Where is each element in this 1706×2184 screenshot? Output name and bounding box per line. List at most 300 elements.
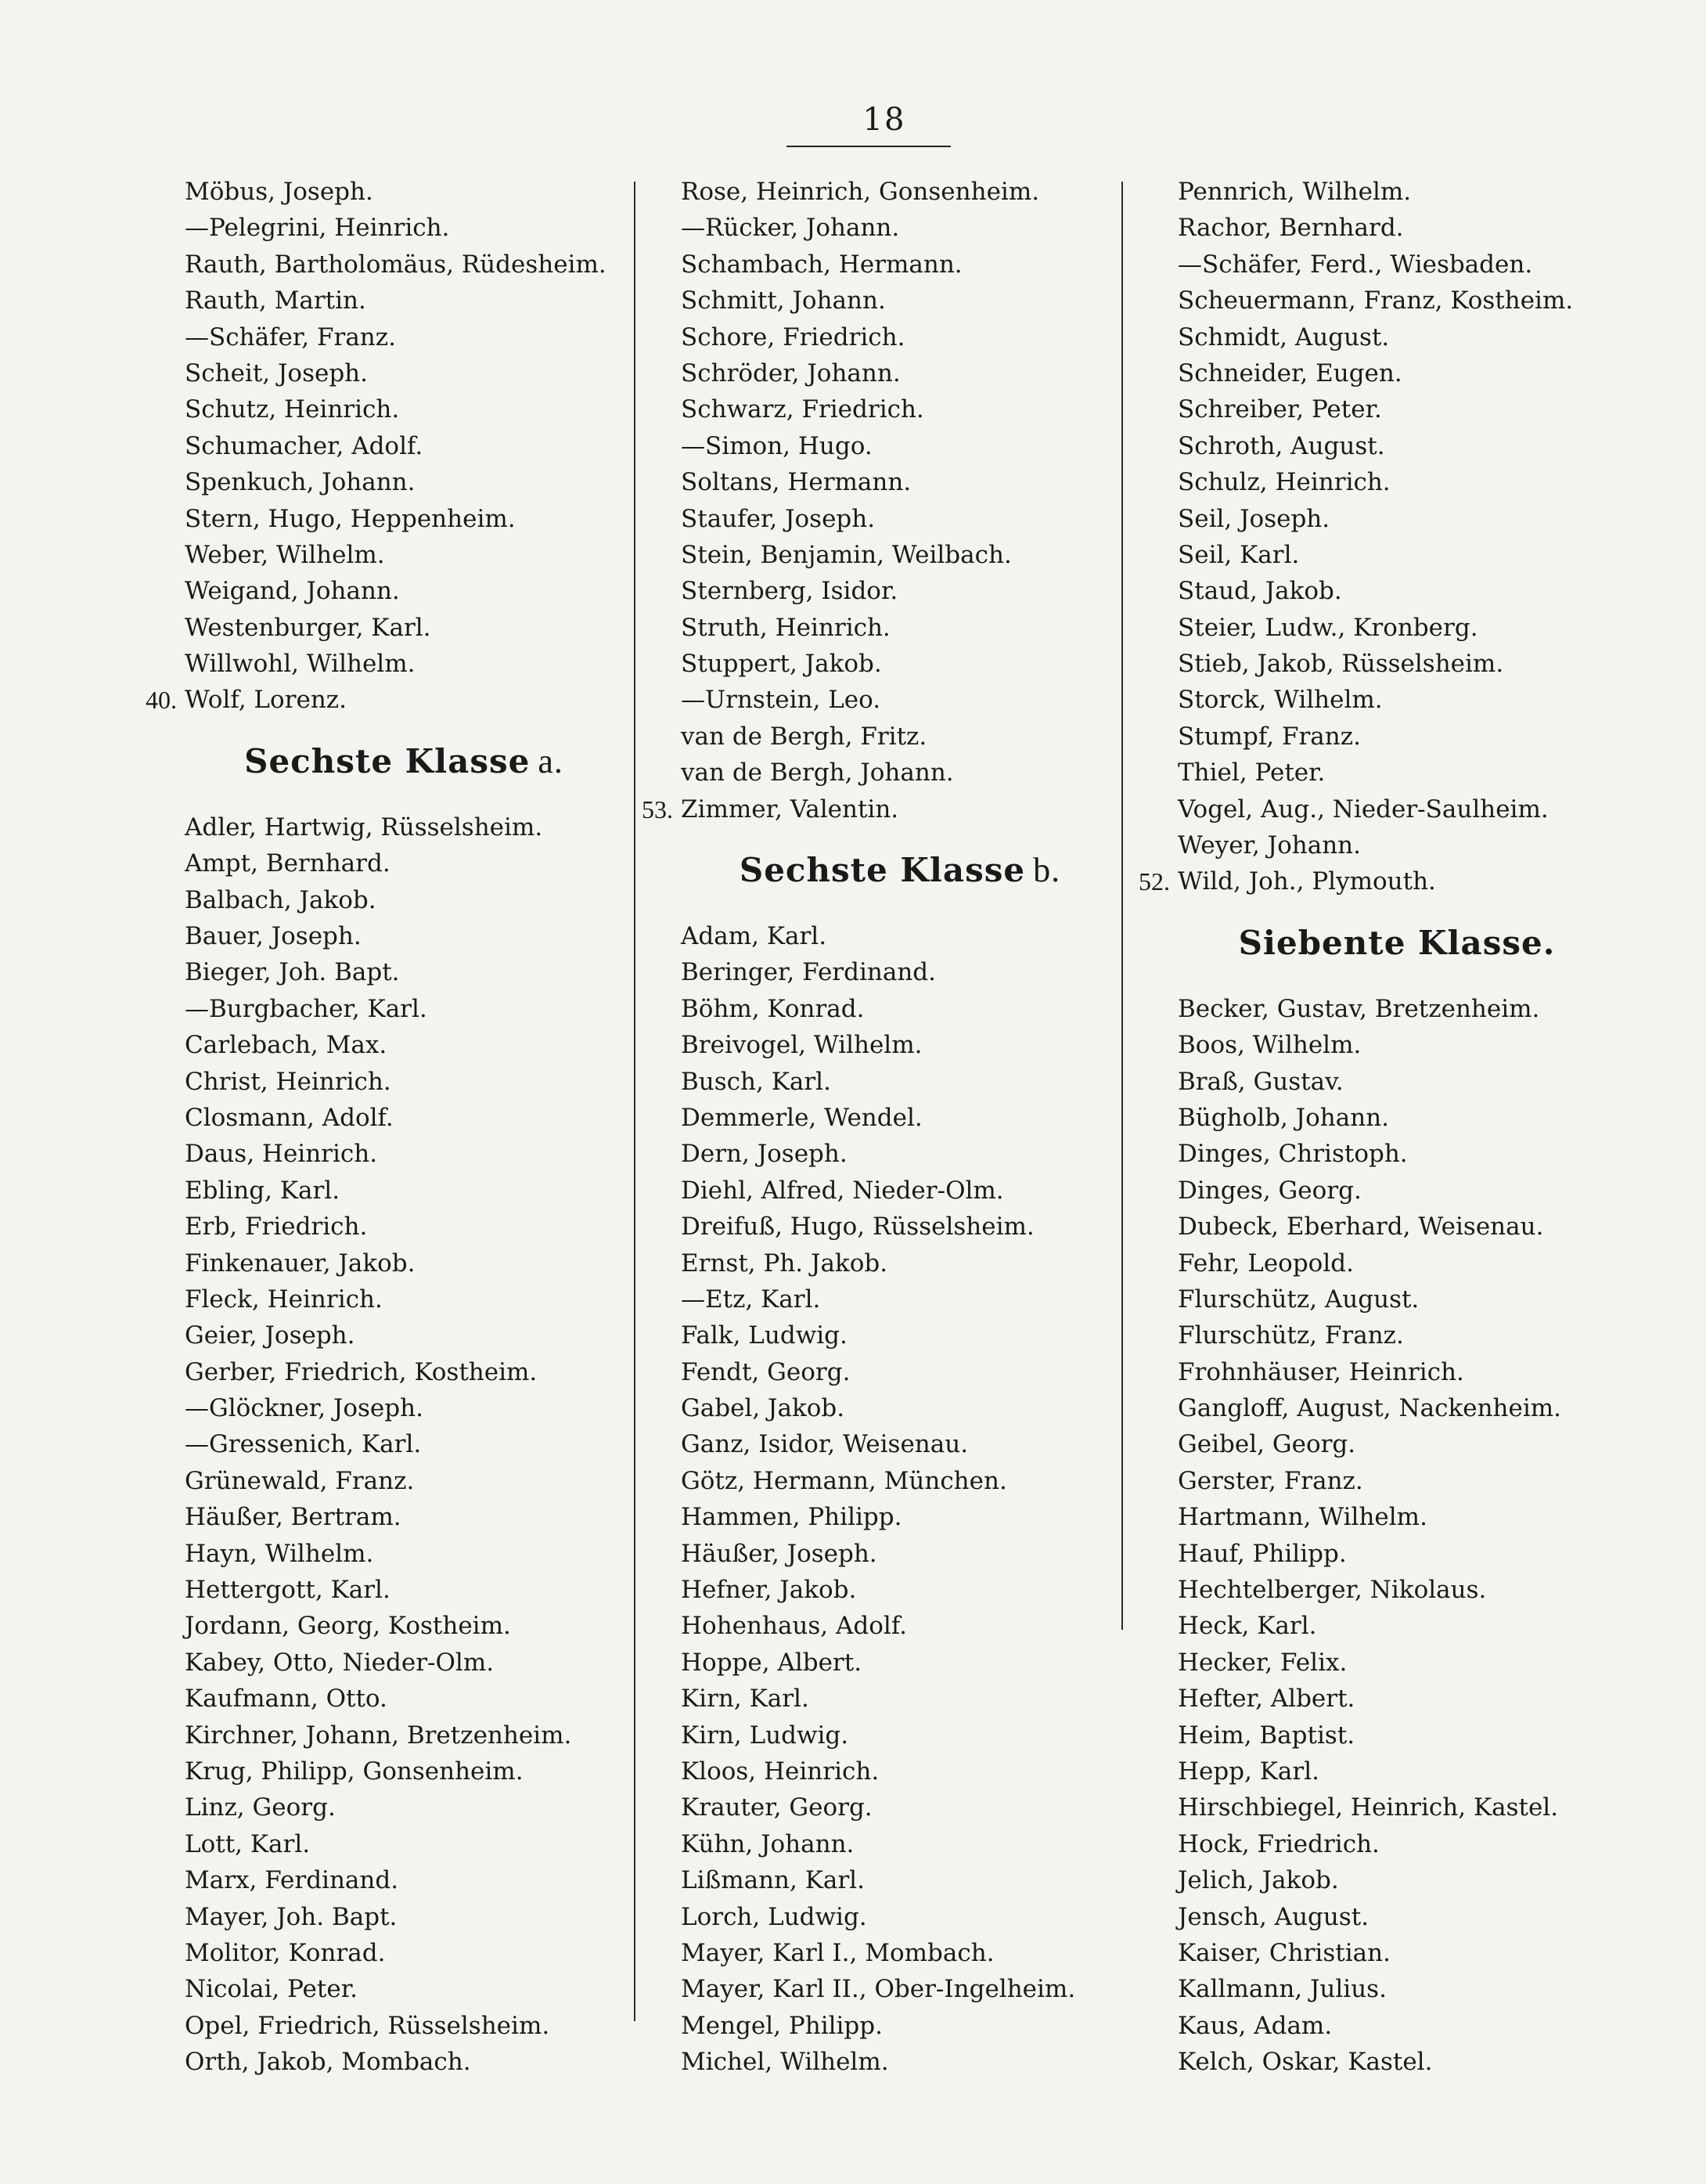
entry-name: Schambach, Hermann.: [681, 250, 963, 279]
entry-name: —Gressenich, Karl.: [185, 1430, 422, 1459]
list-item: [1178, 1027, 1616, 1063]
entry-name: Stein, Benjamin, Weilbach.: [681, 540, 1012, 569]
section-heading-title: Sechste Klasse: [739, 851, 1026, 890]
entry-name: Breivogel, Wilhelm.: [681, 1031, 923, 1060]
entry-name: Stieb, Jakob, Rüsselsheim.: [1178, 650, 1504, 679]
entry-name: Krug, Philipp, Gonsenheim.: [185, 1757, 524, 1786]
entry-name: Rauth, Martin.: [185, 287, 366, 315]
list-item: [185, 1027, 623, 1063]
entry-name: Demmerle, Wendel.: [681, 1103, 923, 1132]
list-item: [185, 845, 623, 881]
entry-name: Scheuermann, Franz, Kostheim.: [1178, 287, 1574, 315]
list-item: [1178, 1935, 1616, 1971]
list-item: [681, 391, 1119, 427]
entry-name: Rauth, Bartholomäus, Rüdesheim.: [185, 250, 606, 279]
entry-name: Hauf, Philipp.: [1178, 1539, 1347, 1568]
list-item: [185, 428, 623, 464]
entry-name: Lott, Karl.: [185, 1829, 311, 1858]
entry-name: Westenburger, Karl.: [185, 613, 431, 642]
list-item: [681, 1681, 1119, 1717]
section-gap: [1178, 973, 1616, 991]
list-item: [1178, 719, 1616, 755]
entry-name: Weyer, Johann.: [1178, 831, 1361, 860]
list-item: [185, 918, 623, 954]
list-item: [185, 1681, 623, 1717]
list-item: [681, 1463, 1119, 1499]
list-item: [1178, 537, 1616, 573]
list-item: [1178, 1789, 1616, 1825]
entry-name: Becker, Gustav, Bretzenheim.: [1178, 994, 1540, 1023]
entry-name: Stuppert, Jakob.: [681, 650, 882, 679]
list-item: [1178, 1681, 1616, 1717]
list-item: [681, 1209, 1119, 1245]
entry-name: Dinges, Georg.: [1178, 1176, 1362, 1205]
list-item: [681, 1281, 1119, 1317]
entry-name: Beringer, Ferdinand.: [681, 958, 936, 987]
list-item: [1178, 1317, 1616, 1353]
list-item: [185, 809, 623, 845]
entry-name: Möbus, Joseph.: [185, 178, 373, 206]
list-item: [1178, 827, 1616, 863]
list-item: [1178, 1100, 1616, 1136]
list-item: [681, 610, 1119, 646]
entry-name: Kühn, Johann.: [681, 1829, 855, 1858]
entry-name: Diehl, Alfred, Nieder-Olm.: [681, 1176, 1004, 1205]
list-item: [681, 719, 1119, 755]
entry-name: Flurschütz, Franz.: [1178, 1321, 1404, 1350]
entry-name: Hepp, Karl.: [1178, 1757, 1320, 1786]
list-item: [681, 1536, 1119, 1572]
entry-name: Closmann, Adolf.: [185, 1103, 394, 1132]
entry-name: Fendt, Georg.: [681, 1357, 851, 1386]
entry-name: Mayer, Joh. Bapt.: [185, 1902, 398, 1931]
entry-name: Bieger, Joh. Bapt.: [185, 958, 400, 987]
column-divider-right: [1121, 182, 1123, 1630]
list-item: [1178, 1753, 1616, 1789]
list-item: [185, 1826, 623, 1862]
entry-name: Staud, Jakob.: [1178, 577, 1342, 606]
list-item: [185, 991, 623, 1027]
entry-name: Christ, Heinrich.: [185, 1067, 391, 1096]
entry-name: Mengel, Philipp.: [681, 2011, 883, 2040]
list-item: [185, 1899, 623, 1935]
list-item: [642, 791, 1119, 827]
list-item: [1178, 991, 1616, 1027]
entry-name: —Glöckner, Joseph.: [185, 1394, 423, 1423]
entry-name: Daus, Heinrich.: [185, 1140, 378, 1169]
list-item: [1178, 2044, 1616, 2080]
list-item: [185, 501, 623, 537]
entry-name: Vogel, Aug., Nieder-Saulheim.: [1178, 795, 1549, 824]
entry-name: Bügholb, Johann.: [1178, 1103, 1390, 1132]
list-item: [1178, 210, 1616, 246]
entry-name: Schröder, Johann.: [681, 359, 901, 387]
entry-count-number: 40.: [146, 686, 177, 715]
entry-name: Opel, Friedrich, Rüsselsheim.: [185, 2011, 550, 2040]
list-item: [1178, 573, 1616, 609]
entry-name: Schumacher, Adolf.: [185, 431, 423, 460]
list-item: [681, 210, 1119, 246]
entry-name: Weigand, Johann.: [185, 577, 400, 606]
entry-name: Heim, Baptist.: [1178, 1721, 1355, 1750]
list-item: [185, 1100, 623, 1136]
entry-name: Hammen, Philipp.: [681, 1503, 902, 1532]
list-item: [1178, 1136, 1616, 1172]
list-item: [681, 573, 1119, 609]
list-item: [681, 355, 1119, 391]
entry-name: Spenkuch, Johann.: [185, 468, 416, 497]
entry-name: Jelich, Jakob.: [1178, 1866, 1339, 1895]
list-item: [1178, 355, 1616, 391]
list-item: [1178, 283, 1616, 319]
section-gap: [681, 900, 1119, 918]
entry-name: Braß, Gustav.: [1178, 1067, 1344, 1096]
list-item: [185, 610, 623, 646]
list-item: [1178, 1971, 1616, 2007]
entry-name: Rachor, Bernhard.: [1178, 214, 1404, 243]
entry-name: Mayer, Karl I., Mombach.: [681, 1938, 995, 1967]
list-item: [681, 646, 1119, 682]
entry-count-number: 52.: [1139, 867, 1170, 896]
list-item: [146, 682, 623, 718]
list-item: [185, 1281, 623, 1317]
list-item: [1178, 1354, 1616, 1390]
entry-name: van de Bergh, Johann.: [681, 759, 954, 787]
entry-name: Orth, Jakob, Mombach.: [185, 2048, 471, 2077]
list-item: [185, 1608, 623, 1644]
entry-name: Ganz, Isidor, Weisenau.: [681, 1430, 969, 1459]
entry-name: Schore, Friedrich.: [681, 323, 905, 351]
list-item: [681, 1245, 1119, 1281]
list-item: [681, 1899, 1119, 1935]
list-item: [185, 1354, 623, 1390]
entry-name: Kelch, Oskar, Kastel.: [1178, 2048, 1433, 2077]
column-1: [146, 174, 623, 2081]
list-item: [1178, 682, 1616, 718]
list-item: [185, 464, 623, 500]
list-item: [1178, 1463, 1616, 1499]
list-item: [681, 174, 1119, 210]
list-item: [1178, 501, 1616, 537]
list-item: [681, 1064, 1119, 1100]
list-item: [681, 1390, 1119, 1426]
entry-name: Staufer, Joseph.: [681, 504, 876, 533]
list-item: [681, 1645, 1119, 1681]
list-item: [185, 1209, 623, 1245]
list-item: [185, 319, 623, 355]
entry-name: Häußer, Bertram.: [185, 1503, 401, 1532]
list-item: [185, 1789, 623, 1825]
entry-name: Carlebach, Max.: [185, 1031, 387, 1060]
list-item: [681, 319, 1119, 355]
list-item: [681, 1753, 1119, 1789]
entry-name: Pennrich, Wilhelm.: [1178, 178, 1412, 206]
list-item: [681, 1572, 1119, 1608]
entry-name: —Simon, Hugo.: [681, 431, 873, 460]
page-number: 18: [862, 102, 906, 138]
entry-name: Ernst, Ph. Jakob.: [681, 1249, 888, 1278]
list-item: [1178, 755, 1616, 791]
section-heading-title: Sechste Klasse: [244, 741, 531, 780]
entry-name: Ampt, Bernhard.: [185, 849, 391, 878]
list-item: [681, 537, 1119, 573]
list-item: [185, 210, 623, 246]
list-item: [681, 1862, 1119, 1898]
entry-name: Adler, Hartwig, Rüsselsheim.: [185, 813, 543, 842]
entry-name: Schneider, Eugen.: [1178, 359, 1402, 387]
entry-name: Dern, Joseph.: [681, 1140, 848, 1169]
list-item: [1178, 464, 1616, 500]
entry-name: Willwohl, Wilhelm.: [185, 650, 416, 679]
list-item: [1178, 1173, 1616, 1209]
entry-name: —Urnstein, Leo.: [681, 686, 881, 715]
section-gap: [185, 791, 623, 809]
section-heading-suffix: b.: [1033, 851, 1061, 890]
entry-name: Fleck, Heinrich.: [185, 1285, 383, 1314]
list-item: [185, 1499, 623, 1535]
entry-name: Kaufmann, Otto.: [185, 1685, 387, 1714]
entry-name: Linz, Georg.: [185, 1793, 336, 1822]
section-heading: [185, 719, 623, 791]
list-item: [681, 1027, 1119, 1063]
list-item: [1178, 391, 1616, 427]
list-item: [1178, 1426, 1616, 1462]
entry-name: Hefter, Albert.: [1178, 1685, 1355, 1714]
list-item: [1178, 1245, 1616, 1281]
entry-name: Marx, Ferdinand.: [185, 1866, 399, 1895]
list-item: [185, 1426, 623, 1462]
entry-name: Seil, Joseph.: [1178, 504, 1330, 533]
list-item: [1178, 1064, 1616, 1100]
entry-name: Michel, Wilhelm.: [681, 2048, 889, 2077]
entry-name: Hettergott, Karl.: [185, 1576, 391, 1605]
entry-name: Hohenhaus, Adolf.: [681, 1612, 908, 1641]
entry-name: —Pelegrini, Heinrich.: [185, 214, 450, 243]
list-item: [681, 1499, 1119, 1535]
list-item: [681, 501, 1119, 537]
entry-name: Rose, Heinrich, Gonsenheim.: [681, 178, 1040, 206]
list-item: [681, 682, 1119, 718]
entry-name: Fehr, Leopold.: [1178, 1249, 1354, 1278]
list-item: [185, 174, 623, 210]
entry-name: Gabel, Jakob.: [681, 1394, 845, 1423]
list-item: [1178, 428, 1616, 464]
list-item: [185, 2008, 623, 2044]
entry-name: Schroth, August.: [1178, 431, 1385, 460]
column-2: [642, 174, 1119, 2081]
list-item: [1178, 2008, 1616, 2044]
entry-name: Sternberg, Isidor.: [681, 577, 898, 606]
entry-name: Ebling, Karl.: [185, 1176, 340, 1205]
entry-name: Bauer, Joseph.: [185, 922, 362, 951]
entry-name: Gerber, Friedrich, Kostheim.: [185, 1357, 538, 1386]
list-item: [681, 1354, 1119, 1390]
entry-name: Böhm, Konrad.: [681, 994, 865, 1023]
list-item: [185, 1645, 623, 1681]
list-item: [681, 1136, 1119, 1172]
entry-name: Geibel, Georg.: [1178, 1430, 1356, 1459]
section-heading: [1178, 900, 1616, 973]
list-item: [681, 1100, 1119, 1136]
section-heading-title: Siebente Klasse.: [1238, 923, 1556, 962]
list-item: [1139, 863, 1616, 899]
list-item: [185, 954, 623, 990]
list-item: [1178, 1390, 1616, 1426]
column-divider-left: [634, 182, 635, 2021]
section-heading: [681, 827, 1119, 900]
list-item: [185, 247, 623, 283]
list-item: [681, 2044, 1119, 2080]
entry-name: Hechtelberger, Nikolaus.: [1178, 1576, 1487, 1605]
list-item: [185, 283, 623, 319]
list-item: [1178, 610, 1616, 646]
list-item: [681, 464, 1119, 500]
list-item: [1178, 646, 1616, 682]
entry-name: Adam, Karl.: [681, 922, 827, 951]
entry-name: Nicolai, Peter.: [185, 1975, 358, 2004]
list-item: [1178, 1826, 1616, 1862]
list-item: [681, 428, 1119, 464]
list-item: [1178, 1572, 1616, 1608]
list-item: [1178, 1899, 1616, 1935]
list-item: [1178, 319, 1616, 355]
list-item: [1178, 247, 1616, 283]
list-item: [1178, 1281, 1616, 1317]
list-item: [681, 1717, 1119, 1753]
entry-name: Wild, Joh., Plymouth.: [1178, 867, 1436, 896]
entry-name: Frohnhäuser, Heinrich.: [1178, 1357, 1464, 1386]
entry-name: Wolf, Lorenz.: [185, 686, 347, 715]
entry-name: Kabey, Otto, Nieder-Olm.: [185, 1648, 495, 1677]
entry-name: Häußer, Joseph.: [681, 1539, 877, 1568]
entry-name: —Schäfer, Ferd., Wiesbaden.: [1178, 250, 1533, 279]
entry-name: Mayer, Karl II., Ober-Ingelheim.: [681, 1975, 1076, 2004]
list-item: [681, 1971, 1119, 2007]
entry-name: Grünewald, Franz.: [185, 1466, 415, 1495]
list-item: [185, 2044, 623, 2080]
entry-name: Götz, Hermann, München.: [681, 1466, 1007, 1495]
entry-name: Schutz, Heinrich.: [185, 395, 400, 424]
entry-name: —Burgbacher, Karl.: [185, 994, 427, 1023]
list-item: [1178, 1717, 1616, 1753]
list-item: [1178, 791, 1616, 827]
entry-name: —Etz, Karl.: [681, 1285, 821, 1314]
entry-name: Balbach, Jakob.: [185, 885, 376, 914]
entry-name: Thiel, Peter.: [1178, 759, 1326, 787]
entry-name: Heck, Karl.: [1178, 1612, 1317, 1641]
entry-name: Hecker, Felix.: [1178, 1648, 1348, 1677]
entry-name: Erb, Friedrich.: [185, 1213, 368, 1242]
entry-name: Hirschbiegel, Heinrich, Kastel.: [1178, 1793, 1559, 1822]
entry-name: van de Bergh, Fritz.: [681, 722, 927, 751]
entry-name: Soltans, Hermann.: [681, 468, 912, 497]
list-item: [681, 1789, 1119, 1825]
section-heading-suffix: a.: [538, 741, 563, 780]
page-number-rule: [786, 146, 951, 147]
list-item: [185, 1862, 623, 1898]
entry-name: Storck, Wilhelm.: [1178, 686, 1383, 715]
entry-name: Lißmann, Karl.: [681, 1866, 865, 1895]
list-item: [185, 1935, 623, 1971]
entry-name: —Schäfer, Franz.: [185, 323, 396, 351]
list-item: [185, 355, 623, 391]
entry-name: Struth, Heinrich.: [681, 613, 891, 642]
entry-name: Schmitt, Johann.: [681, 287, 886, 315]
entry-name: Schmidt, August.: [1178, 323, 1390, 351]
entry-name: Kirn, Karl.: [681, 1685, 809, 1714]
list-item: [185, 1173, 623, 1209]
entry-name: Zimmer, Valentin.: [681, 795, 899, 824]
entry-name: Hock, Friedrich.: [1178, 1829, 1380, 1858]
list-item: [185, 1245, 623, 1281]
entry-name: Jensch, August.: [1178, 1902, 1369, 1931]
entry-name: Flurschütz, August.: [1178, 1285, 1420, 1314]
list-item: [185, 1536, 623, 1572]
entry-name: Stern, Hugo, Heppenheim.: [185, 504, 516, 533]
entry-name: Schwarz, Friedrich.: [681, 395, 924, 424]
list-item: [681, 2008, 1119, 2044]
entry-name: Krauter, Georg.: [681, 1793, 873, 1822]
entry-name: Schulz, Heinrich.: [1178, 468, 1391, 497]
list-item: [185, 1572, 623, 1608]
list-item: [681, 247, 1119, 283]
entry-name: Busch, Karl.: [681, 1067, 831, 1096]
list-item: [185, 882, 623, 918]
entry-name: Kaus, Adam.: [1178, 2011, 1333, 2040]
entry-name: Seil, Karl.: [1178, 540, 1300, 569]
entry-name: Weber, Wilhelm.: [185, 540, 385, 569]
list-item: [185, 1390, 623, 1426]
entry-name: Molitor, Konrad.: [185, 1938, 386, 1967]
entry-name: Kirn, Ludwig.: [681, 1721, 849, 1750]
entry-name: Scheit, Joseph.: [185, 359, 368, 387]
list-item: [681, 1173, 1119, 1209]
entry-name: Hartmann, Wilhelm.: [1178, 1503, 1427, 1532]
entry-name: Kloos, Heinrich.: [681, 1757, 880, 1786]
entry-name: Kirchner, Johann, Bretzenheim.: [185, 1721, 572, 1750]
list-item: [1178, 1862, 1616, 1898]
list-item: [681, 991, 1119, 1027]
list-item: [1178, 1608, 1616, 1644]
entry-name: Gangloff, August, Nackenheim.: [1178, 1394, 1562, 1423]
entry-name: Falk, Ludwig.: [681, 1321, 848, 1350]
entry-name: Schreiber, Peter.: [1178, 395, 1382, 424]
entry-name: Kallmann, Julius.: [1178, 1975, 1387, 2004]
entry-name: Hayn, Wilhelm.: [185, 1539, 374, 1568]
list-item: [681, 755, 1119, 791]
entry-name: Dinges, Christoph.: [1178, 1140, 1408, 1169]
list-item: [185, 1463, 623, 1499]
entry-name: Hoppe, Albert.: [681, 1648, 862, 1677]
list-item: [185, 1971, 623, 2007]
list-item: [681, 1426, 1119, 1462]
list-item: [185, 391, 623, 427]
list-item: [1178, 1645, 1616, 1681]
list-item: [185, 1317, 623, 1353]
list-item: [681, 954, 1119, 990]
list-item: [681, 1317, 1119, 1353]
entry-name: Kaiser, Christian.: [1178, 1938, 1391, 1967]
entry-name: Finkenauer, Jakob.: [185, 1249, 416, 1278]
column-3: [1139, 174, 1616, 2081]
list-item: [681, 1608, 1119, 1644]
entry-name: Dubeck, Eberhard, Weisenau.: [1178, 1213, 1544, 1242]
list-item: [681, 1935, 1119, 1971]
entry-count-number: 53.: [642, 795, 673, 824]
entry-name: Jordann, Georg, Kostheim.: [185, 1612, 511, 1641]
list-item: [185, 573, 623, 609]
list-item: [185, 1717, 623, 1753]
